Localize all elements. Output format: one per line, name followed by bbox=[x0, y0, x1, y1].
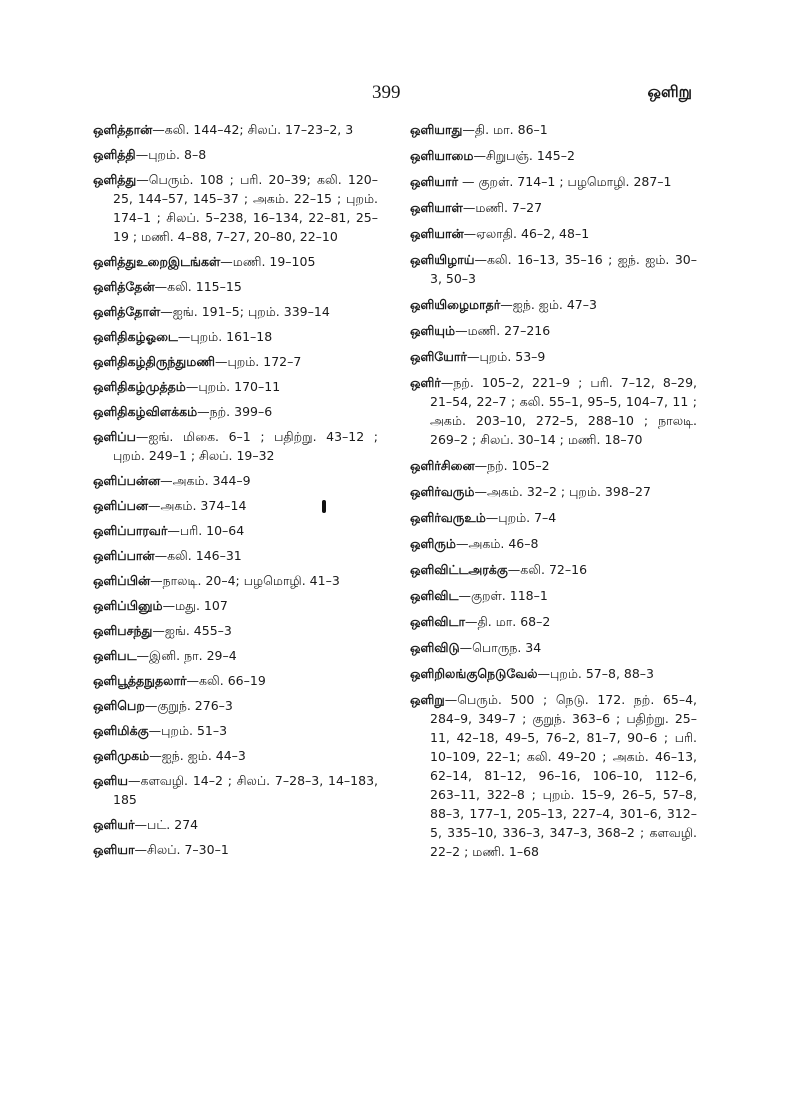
entry-references: —பரி. 10–64 bbox=[167, 523, 245, 538]
index-entry bbox=[410, 120, 697, 139]
ink-speck bbox=[322, 500, 326, 513]
running-head: ஒளிறு bbox=[647, 82, 692, 101]
entry-headword: ஒளித்து bbox=[93, 172, 137, 187]
index-entry bbox=[410, 612, 697, 631]
index-entry bbox=[93, 377, 378, 396]
entry-headword: ஒளித்துஉறைஇடங்கள் bbox=[93, 254, 221, 269]
entry-references: —அகம். 374–14 bbox=[148, 498, 247, 513]
entry-references: —புறம். 170–11 bbox=[185, 379, 281, 394]
entry-headword: ஒளிய bbox=[93, 773, 129, 788]
entry-headword: ஒளித்தோள் bbox=[93, 304, 161, 319]
page-header bbox=[0, 82, 800, 112]
entry-headword: ஒளிர் bbox=[410, 375, 441, 390]
entry-headword: ஒளியான் bbox=[410, 226, 464, 241]
index-entry bbox=[93, 427, 378, 465]
index-entry bbox=[93, 327, 378, 346]
entry-references: —குறுந். 276–3 bbox=[144, 698, 233, 713]
entry-references: —பெரும். 108 ; பரி. 20–39; கலி. 120–25, 144–57, 145–37 ; அகம். 22–15 ; புறம். 174–1 ; சிலப். 5–238, 16–134, 22–81, 25–19 ; மணி. 4–88, 7–27, 20–80, 22–10 bbox=[113, 172, 378, 244]
entry-references: —நாலடி. 20–4; பழமொழி. 41–3 bbox=[150, 573, 340, 588]
index-entry bbox=[410, 560, 697, 579]
index-entry bbox=[93, 571, 378, 590]
entry-references: —கலி. 115–15 bbox=[154, 279, 242, 294]
entry-headword: ஒளியிழாய் bbox=[410, 252, 475, 267]
entry-headword: ஒளிப்பான் bbox=[93, 548, 155, 563]
entry-references: —பொருந. 34 bbox=[459, 640, 542, 655]
entry-headword: ஒளிபசந்து bbox=[93, 623, 153, 638]
entry-headword: ஒளிபூத்தநுதலார் bbox=[93, 673, 187, 688]
index-entry bbox=[93, 671, 378, 690]
entry-headword: ஒளிதிகழ்ஓடை bbox=[93, 329, 178, 344]
right-column bbox=[410, 120, 697, 868]
entry-references: —புறம். 161–18 bbox=[177, 329, 273, 344]
entry-headword: ஒளித்தேன் bbox=[93, 279, 155, 294]
index-entry bbox=[93, 120, 378, 139]
index-entry bbox=[93, 496, 378, 515]
entry-headword: ஒளிதிகழ்திருந்துமணி bbox=[93, 354, 215, 369]
entry-headword: ஒளியார் bbox=[410, 174, 459, 189]
entry-references: —புறம். 57–8, 88–3 bbox=[537, 666, 655, 681]
entry-references: —சிறுபஞ். 145–2 bbox=[473, 148, 575, 163]
index-entry bbox=[410, 321, 697, 340]
index-entry bbox=[93, 696, 378, 715]
entry-headword: ஒளியாது bbox=[410, 122, 463, 137]
entry-references: —களவழி. 14–2 ; சிலப். 7–28–3, 14–183, 185 bbox=[113, 773, 378, 807]
entry-headword: ஒளிவிடா bbox=[410, 614, 465, 629]
index-entry bbox=[410, 508, 697, 527]
entry-headword: ஒளிப்பாரவர் bbox=[93, 523, 168, 538]
entry-headword: ஒளிதிகழ்முத்தம் bbox=[93, 379, 186, 394]
entry-headword: ஒளிவிடு bbox=[410, 640, 460, 655]
index-entry bbox=[93, 277, 378, 296]
index-entry bbox=[93, 815, 378, 834]
index-entry bbox=[93, 840, 378, 859]
entry-headword: ஒளிபெற bbox=[93, 698, 145, 713]
entry-references: —புறம். 8–8 bbox=[135, 147, 207, 162]
index-entry bbox=[93, 170, 378, 246]
entry-headword: ஒளிப்பன்ன bbox=[93, 473, 161, 488]
entry-headword: ஒளிவிட bbox=[410, 588, 459, 603]
entry-references: —அகம். 46–8 bbox=[455, 536, 539, 551]
entry-headword: ஒளிதிகழ்விளக்கம் bbox=[93, 404, 198, 419]
entry-references: —தி. மா. 68–2 bbox=[465, 614, 551, 629]
index-entry bbox=[410, 664, 697, 683]
index-entry bbox=[93, 746, 378, 765]
entry-references: —மணி. 7–27 bbox=[462, 200, 543, 215]
index-entry bbox=[93, 546, 378, 565]
index-entry bbox=[410, 172, 697, 191]
entry-references: —ஐந். ஐம். 44–3 bbox=[149, 748, 246, 763]
index-entry bbox=[410, 295, 697, 314]
entry-headword: ஒளிப்பினும் bbox=[93, 598, 163, 613]
entry-references: —கலி. 146–31 bbox=[154, 548, 242, 563]
index-entry bbox=[410, 347, 697, 366]
entry-references: —நற். 105–2, 221–9 ; பரி. 7–12, 8–29, 21–54, 22–7 ; கலி. 55–1, 95–5, 104–7, 11 ; அகம். 203–10, 272–5, 288–10 ; நாலடி. 269–2 ; சிலப். 30–14 ; மணி. 18–70 bbox=[430, 375, 697, 447]
entry-references: —கலி. 72–16 bbox=[507, 562, 588, 577]
entry-references: —பெரும். 500 ; நெடு. 172. நற். 65–4, 284–9, 349–7 ; குறுந். 363–6 ; பதிற்று. 25–11, 42–18, 49–5, 76–2, 81–7, 90–6 ; பரி. 10–109, 22–1; கலி. 49–20 ; அகம். 46–13, 62–14, 81–12, 96–16, 106–10, 112–6, 263–11, 322–8 ; புறம். 15–9, 26–5, 57–8, 88–3, 177–1, 205–13, 227–4, 301–6, 312–5, 335–10, 336–3, 347–3, 368–2 ; களவழி. 22–2 ; மணி. 1–68 bbox=[430, 692, 697, 859]
entry-headword: ஒளியா bbox=[93, 842, 135, 857]
entry-references: —புறம். 172–7 bbox=[214, 354, 302, 369]
entry-headword: ஒளியர் bbox=[93, 817, 135, 832]
entry-headword: ஒளியும் bbox=[410, 323, 456, 338]
entry-references: —ஏலாதி. 46–2, 48–1 bbox=[463, 226, 590, 241]
entry-references: —ஐங். 191–5; புறம். 339–14 bbox=[160, 304, 330, 319]
index-entry bbox=[93, 145, 378, 164]
index-entry bbox=[93, 352, 378, 371]
entry-references: —பட். 274 bbox=[134, 817, 199, 832]
entry-headword: ஒளியாள் bbox=[410, 200, 463, 215]
index-entry bbox=[410, 690, 697, 861]
index-entry bbox=[93, 252, 378, 271]
entry-references: —ஐங். 455–3 bbox=[152, 623, 232, 638]
entry-headword: ஒளிப்ப bbox=[93, 429, 136, 444]
entry-headword: ஒளியிழைமாதர் bbox=[410, 297, 501, 312]
entry-references: —சிலப். 7–30–1 bbox=[134, 842, 229, 857]
index-entry bbox=[410, 224, 697, 243]
entry-references: —அகம். 32–2 ; புறம். 398–27 bbox=[474, 484, 651, 499]
index-entry bbox=[410, 456, 697, 475]
entry-headword: ஒளிறிலங்குநெடுவேல் bbox=[410, 666, 538, 681]
index-entry bbox=[410, 534, 697, 553]
entry-headword: ஒளியாமை bbox=[410, 148, 474, 163]
entry-references: —கலி. 144–42; சிலப். 17–23–2, 3 bbox=[152, 122, 354, 137]
entry-references: —நற். 399–6 bbox=[197, 404, 273, 419]
entry-references: —தி. மா. 86–1 bbox=[462, 122, 548, 137]
entry-references: —புறம். 7–4 bbox=[485, 510, 557, 525]
entry-references: —அகம். 344–9 bbox=[160, 473, 251, 488]
page-number: 399 bbox=[372, 82, 401, 103]
entry-headword: ஒளிப்பன bbox=[93, 498, 149, 513]
entry-headword: ஒளிர்சினை bbox=[410, 458, 475, 473]
entry-references: —மணி. 19–105 bbox=[220, 254, 316, 269]
entry-references: —குறள். 118–1 bbox=[458, 588, 548, 603]
index-entry bbox=[93, 402, 378, 421]
entry-headword: ஒளிப்பின் bbox=[93, 573, 151, 588]
entry-headword: ஒளிபட bbox=[93, 648, 137, 663]
entry-headword: ஒளிவிட்டஅரக்கு bbox=[410, 562, 508, 577]
index-entry bbox=[410, 146, 697, 165]
index-entry bbox=[410, 586, 697, 605]
index-entry bbox=[93, 721, 378, 740]
index-entry bbox=[410, 638, 697, 657]
entry-references: —மது. 107 bbox=[162, 598, 228, 613]
entry-references: —ஐந். ஐம். 47–3 bbox=[500, 297, 597, 312]
entry-headword: ஒளிரும் bbox=[410, 536, 456, 551]
entry-headword: ஒளியோர் bbox=[410, 349, 467, 364]
index-entry bbox=[93, 302, 378, 321]
entry-references: —கலி. 66–19 bbox=[186, 673, 266, 688]
index-entry bbox=[410, 198, 697, 217]
index-entry bbox=[410, 250, 697, 288]
entry-references: —புறம். 53–9 bbox=[466, 349, 546, 364]
index-entry bbox=[410, 482, 697, 501]
entry-references: —நற். 105–2 bbox=[474, 458, 550, 473]
entry-headword: ஒளிறு bbox=[410, 692, 445, 707]
index-entry bbox=[93, 521, 378, 540]
index-entry bbox=[410, 373, 697, 449]
index-entry bbox=[93, 621, 378, 640]
left-column bbox=[93, 120, 378, 865]
entry-references: —புறம். 51–3 bbox=[148, 723, 228, 738]
index-entry bbox=[93, 771, 378, 809]
entry-references: —இனி. நா. 29–4 bbox=[136, 648, 237, 663]
entry-references: — குறள். 714–1 ; பழமொழி. 287–1 bbox=[458, 174, 672, 189]
entry-references: —மணி. 27–216 bbox=[455, 323, 551, 338]
entry-headword: ஒளிமுகம் bbox=[93, 748, 150, 763]
entry-headword: ஒளிமிக்கு bbox=[93, 723, 149, 738]
entry-headword: ஒளித்தான் bbox=[93, 122, 153, 137]
index-entry bbox=[93, 471, 378, 490]
entry-headword: ஒளித்தி bbox=[93, 147, 136, 162]
entry-references: —கலி. 16–13, 35–16 ; ஐந். ஐம். 30–3, 50–3 bbox=[430, 252, 697, 286]
entry-headword: ஒளிர்வருஉம் bbox=[410, 510, 486, 525]
entry-headword: ஒளிர்வரும் bbox=[410, 484, 475, 499]
entry-references: —ஐங். மிகை. 6–1 ; பதிற்று. 43–12 ; புறம். 249–1 ; சிலப். 19–32 bbox=[113, 429, 378, 463]
index-entry bbox=[93, 646, 378, 665]
index-entry bbox=[93, 596, 378, 615]
